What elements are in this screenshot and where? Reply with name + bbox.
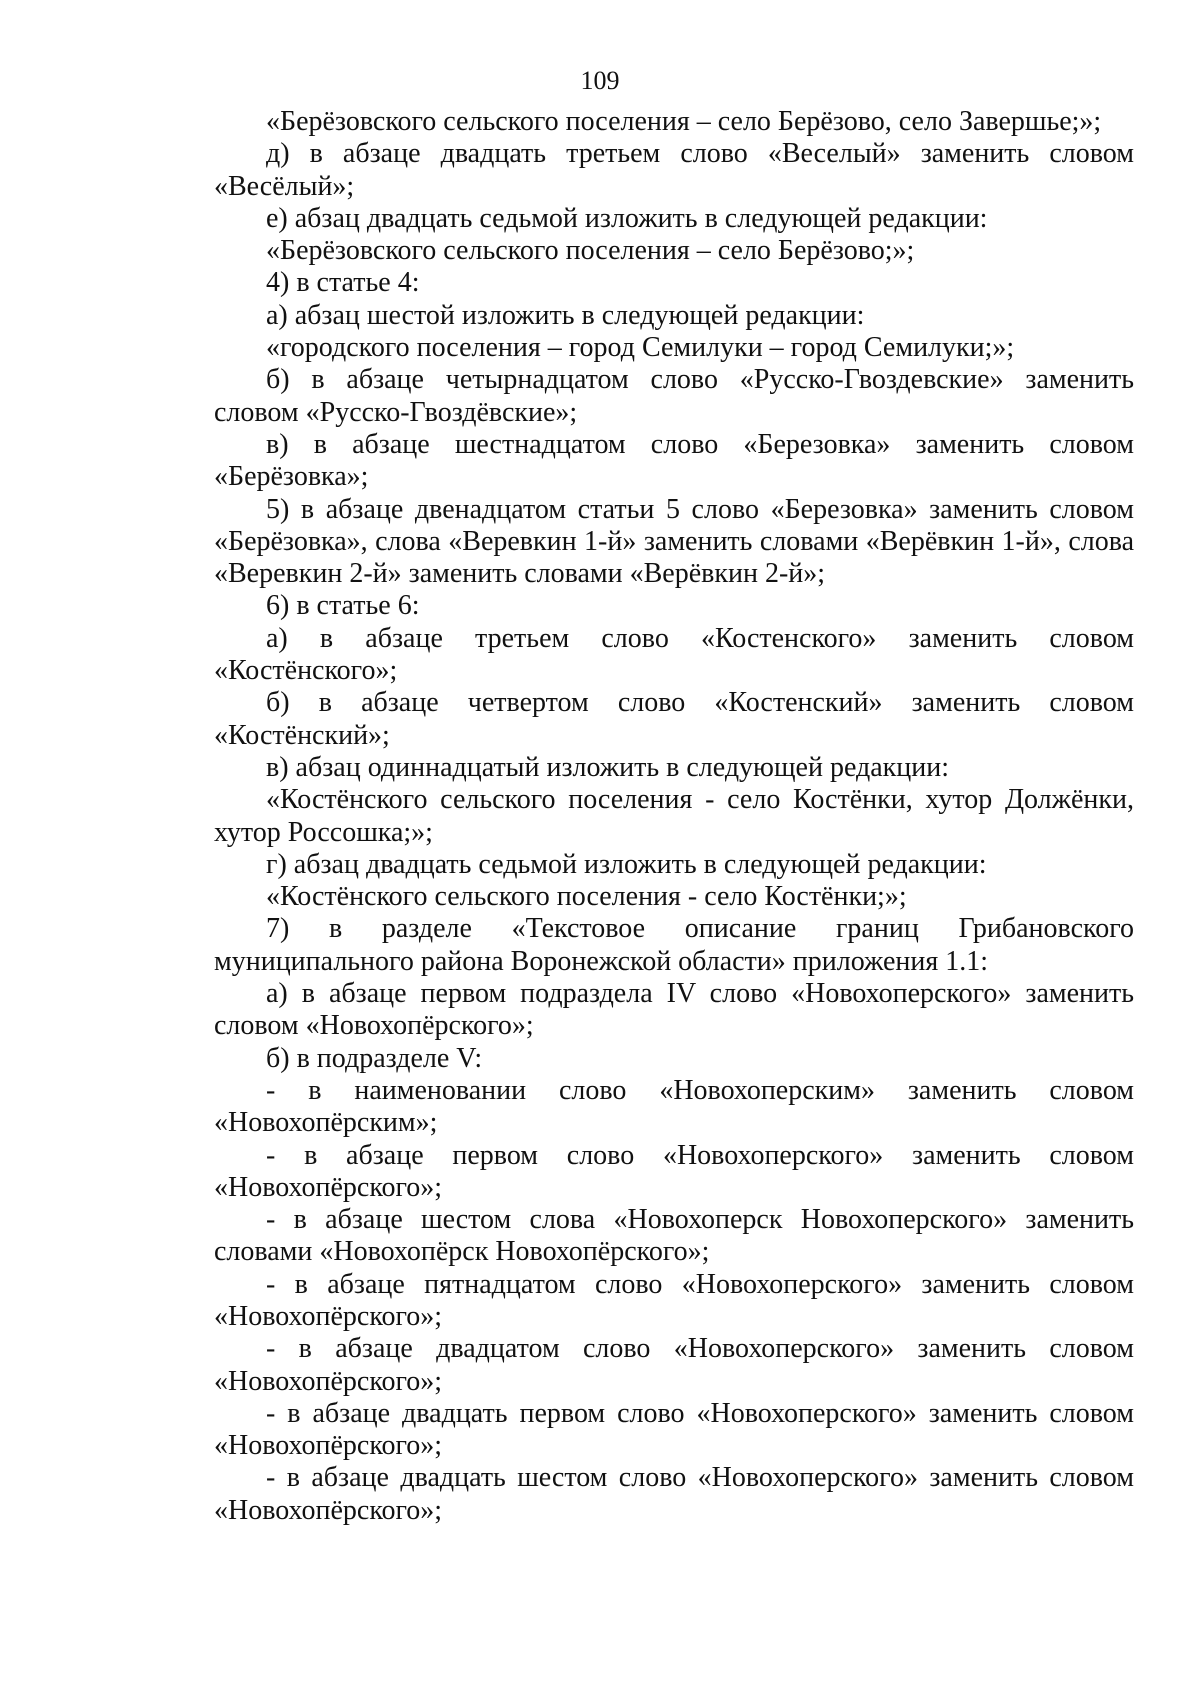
paragraph: б) в абзаце четырнадцатом слово «Русско-Гвоздевские» заменить словом «Русско-Гвоздёвские»; (214, 364, 1134, 428)
paragraph: е) абзац двадцать седьмой изложить в следующей редакции: (266, 202, 988, 234)
paragraph: - в абзаце пятнадцатом слово «Новохоперского» заменить словом «Новохопёрского»; (214, 1268, 1134, 1332)
paragraph: - в абзаце двадцать шестом слово «Новохоперского» заменить словом «Новохопёрского»; (214, 1462, 1134, 1526)
paragraph: - в абзаце первом слово «Новохоперского» заменить словом «Новохопёрского»; (214, 1139, 1134, 1203)
paragraph: «Костёнского сельского поселения - село Костёнки;»; (266, 881, 907, 913)
paragraph: 7) в разделе «Текстовое описание границ Грибановского муниципального района Воронежской области» приложения 1.1: (214, 913, 1134, 977)
paragraph: 6) в статье 6: (266, 590, 420, 622)
document-body (214, 106, 1134, 1527)
paragraph: «Берёзовского сельского поселения – село Берёзово;»; (266, 235, 915, 267)
paragraph: а) в абзаце первом подраздела IV слово «Новохоперского» заменить словом «Новохопёрского»; (214, 978, 1134, 1042)
paragraph: «Костёнского сельского поселения - село Костёнки, хутор Должёнки, хутор Россошка;»; (214, 784, 1134, 848)
paragraph: - в наименовании слово «Новохоперским» заменить словом «Новохопёрским»; (214, 1074, 1134, 1139)
paragraph: «городского поселения – город Семилуки – город Семилуки;»; (266, 332, 1015, 364)
paragraph: - в абзаце шестом слова «Новохоперск Новохоперского» заменить словами «Новохопёрск Новохопёрского»; (214, 1204, 1134, 1268)
paragraph: в) в абзаце шестнадцатом слово «Березовка» заменить словом «Берёзовка»; (214, 428, 1134, 493)
paragraph: б) в абзаце четвертом слово «Костенский» заменить словом «Костёнский»; (214, 687, 1134, 751)
paragraph: - в абзаце двадцатом слово «Новохоперского» заменить словом «Новохопёрского»; (214, 1333, 1134, 1397)
paragraph: б) в подразделе V: (266, 1042, 483, 1074)
paragraph: «Берёзовского сельского поселения – село Берёзово, село Завершье;»; (266, 106, 1102, 137)
paragraph: д) в абзаце двадцать третьем слово «Веселый» заменить словом «Весёлый»; (214, 138, 1134, 202)
paragraph: г) абзац двадцать седьмой изложить в следующей редакции: (266, 848, 987, 880)
paragraph: а) в абзаце третьем слово «Костенского» заменить словом «Костёнского»; (214, 622, 1134, 687)
paragraph: 5) в абзаце двенадцатом статьи 5 слово «Березовка» заменить словом «Берёзовка», слова «Веревкин 1-й» заменить словами «Верёвкин 1-й», слова «Веревкин 2-й» заменить словами «Верёвкин 2-й»; (214, 493, 1134, 590)
paragraph: в) абзац одиннадцатый изложить в следующей редакции: (266, 751, 950, 783)
page-number: 109 (580, 66, 620, 95)
paragraph: - в абзаце двадцать первом слово «Новохоперского» заменить словом «Новохопёрского»; (214, 1397, 1134, 1462)
paragraph: а) абзац шестой изложить в следующей редакции: (266, 299, 865, 331)
paragraph: 4) в статье 4: (266, 267, 420, 299)
